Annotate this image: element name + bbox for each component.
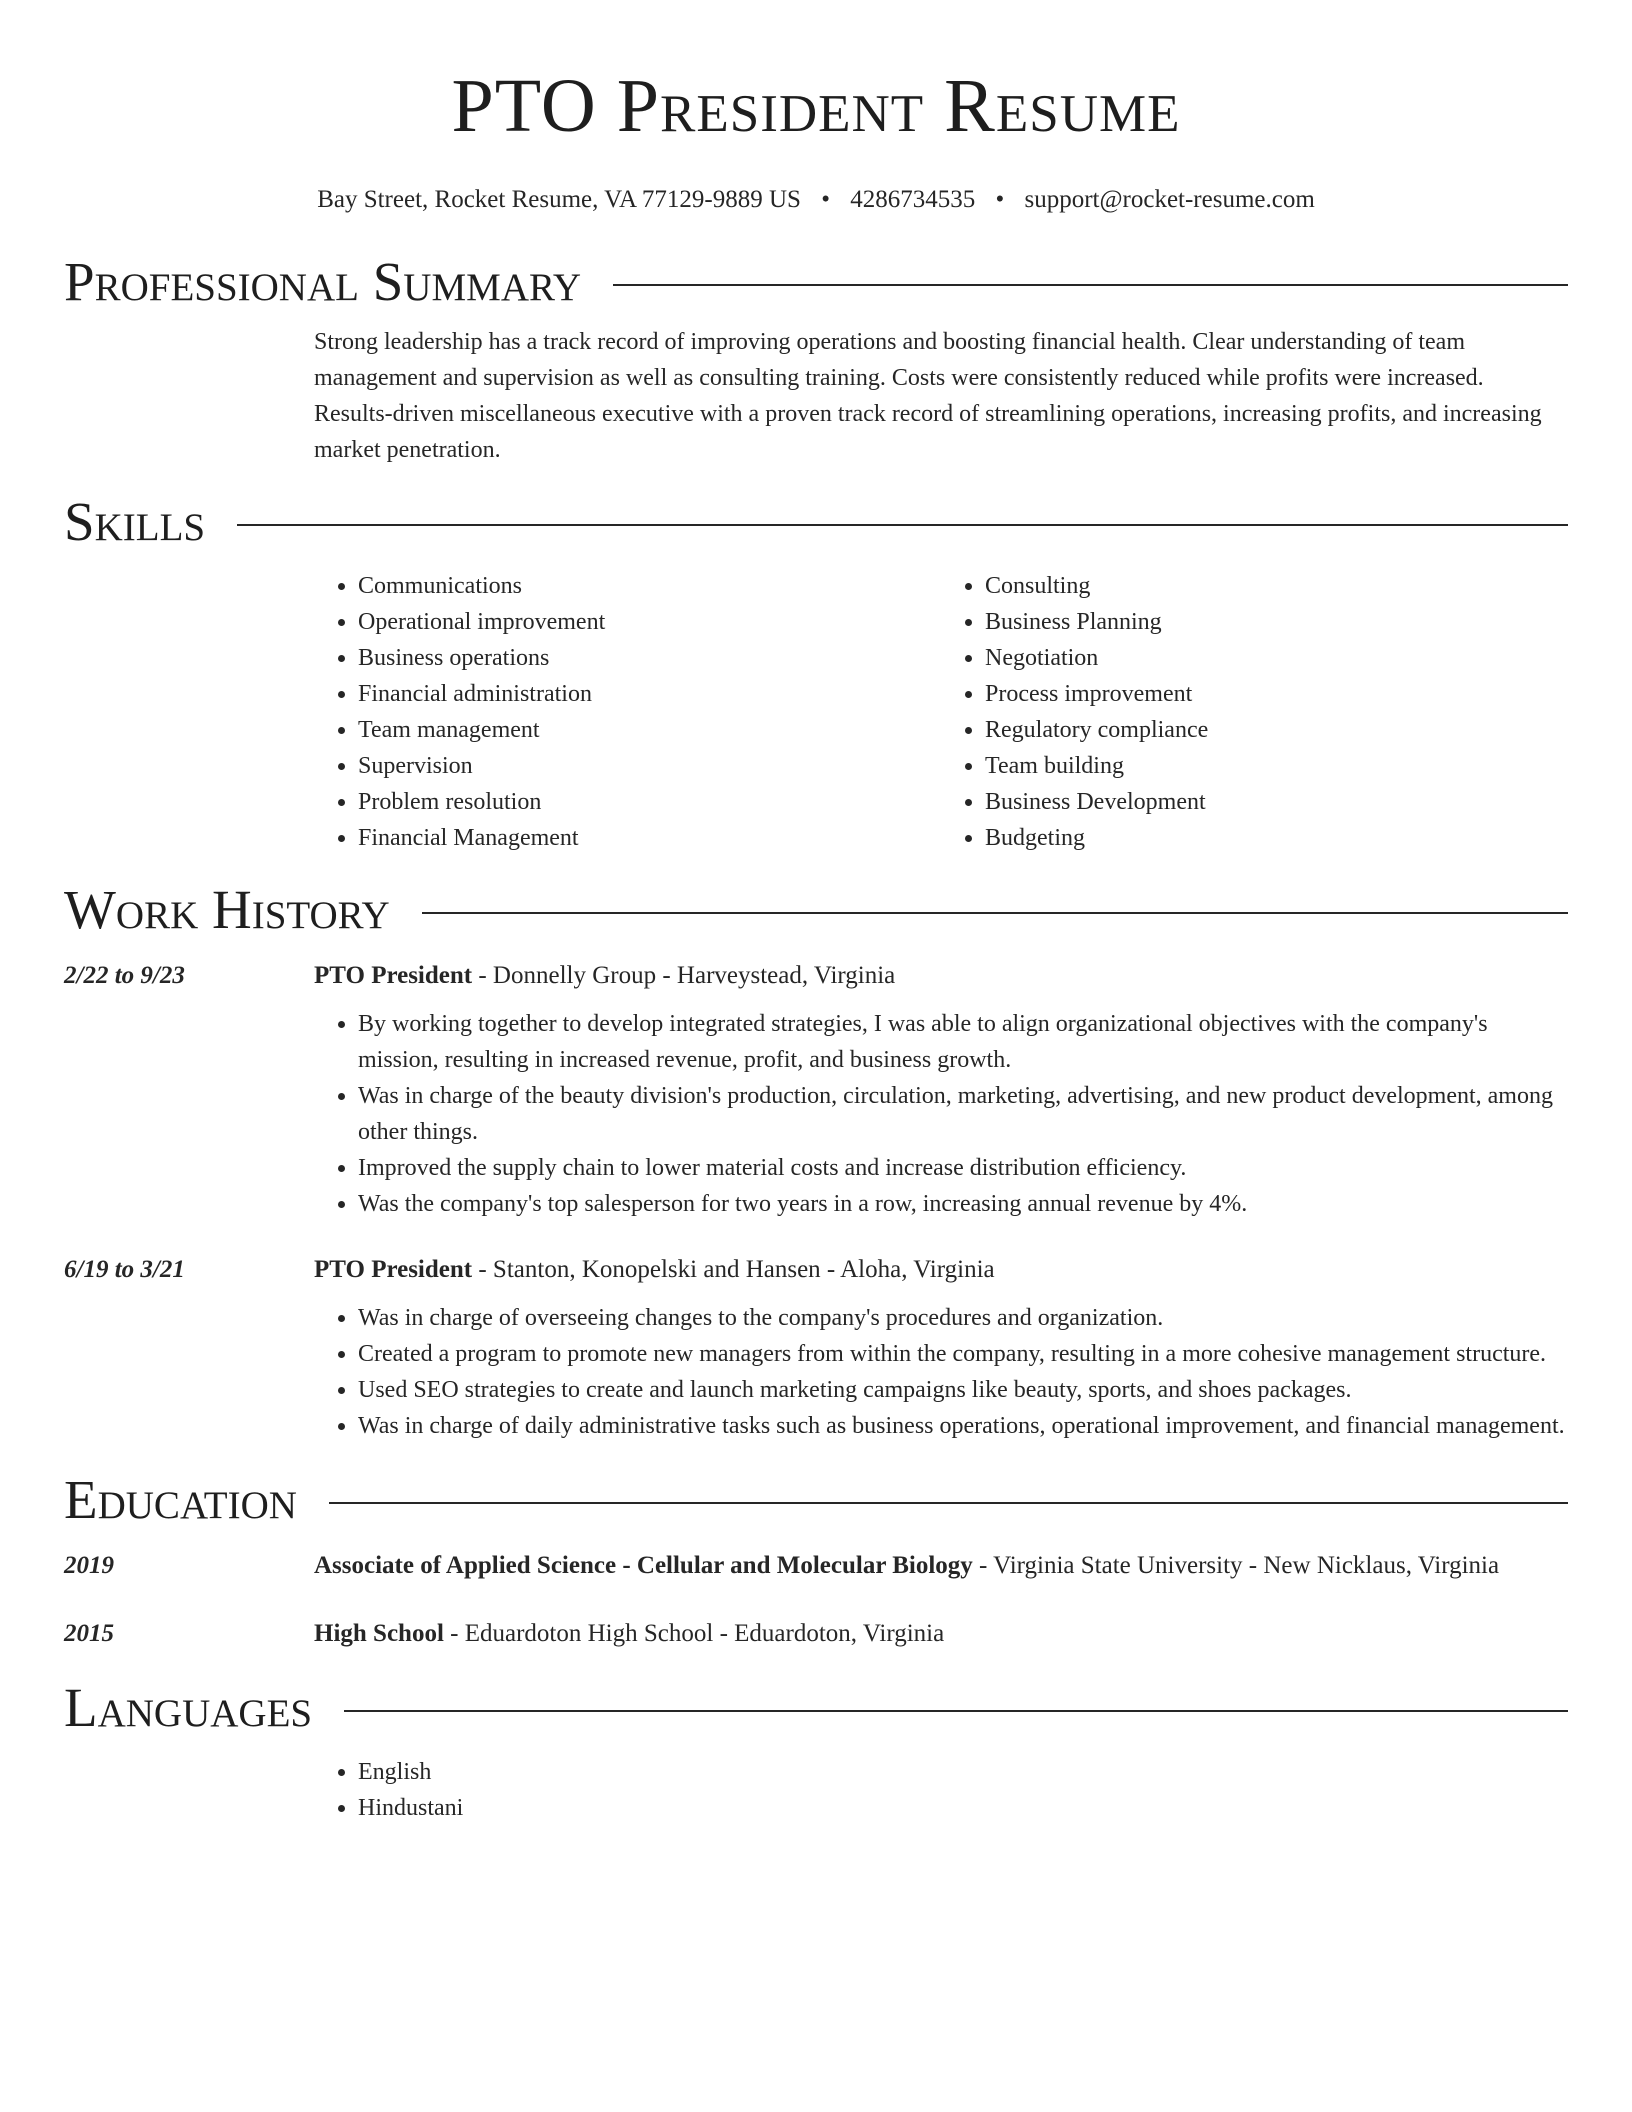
contact-phone: 4286734535 bbox=[850, 186, 976, 213]
resume-title: PTO President Resume bbox=[451, 64, 1181, 148]
skill-item: • Business Development bbox=[985, 784, 1568, 820]
skill-item: • Team building bbox=[985, 748, 1568, 784]
section-title-education: Education bbox=[64, 1469, 297, 1530]
job-bullets bbox=[314, 1300, 1568, 1444]
language-item: • Hindustani bbox=[358, 1790, 1568, 1826]
job-bullet: • Was the company's top salesperson for two years in a row, increasing annual revenue by 4%. bbox=[358, 1186, 1568, 1222]
skill-item: • Team management bbox=[358, 712, 941, 748]
skill-item: • Consulting bbox=[985, 568, 1568, 604]
job-bullet: • By working together to develop integrated strategies, I was able to align organizational objectives with the company's mission, resulting in increased revenue, profit, and business growth. bbox=[358, 1006, 1568, 1078]
job-details bbox=[314, 956, 1568, 1222]
skill-item: • Financial administration bbox=[358, 676, 941, 712]
job-employer: - Donnelly Group - Harveystead, Virginia bbox=[472, 962, 896, 989]
section-header bbox=[64, 1468, 1568, 1532]
job-heading bbox=[314, 956, 1568, 996]
section-header bbox=[64, 250, 1568, 314]
job-bullet: • Was in charge of overseeing changes to the company's procedures and organization. bbox=[358, 1300, 1568, 1336]
skill-item: • Process improvement bbox=[985, 676, 1568, 712]
skill-item: • Operational improvement bbox=[358, 604, 941, 640]
job-employer: - Stanton, Konopelski and Hansen - Aloha, Virginia bbox=[472, 1256, 995, 1283]
skill-item: • Problem resolution bbox=[358, 784, 941, 820]
section-header bbox=[64, 878, 1568, 942]
summary-text: Strong leadership has a track record of improving operations and boosting financial health. Clear understanding of team management and supervision as well as consulting training. Costs were consistently reduced while profits were increased. Results-driven miscellaneous executive with a proven track record of streamlining operations, increasing profits, and increasing market penetration. bbox=[314, 329, 1542, 463]
education-school: - Virginia State University - New Nicklaus, Virginia bbox=[972, 1552, 1500, 1579]
skill-item: • Business Planning bbox=[985, 604, 1568, 640]
section-divider bbox=[329, 1502, 1568, 1504]
job-bullet: • Created a program to promote new managers from within the company, resulting in a more cohesive management structure. bbox=[358, 1336, 1568, 1372]
skill-item: • Regulatory compliance bbox=[985, 712, 1568, 748]
education-details bbox=[314, 1546, 1568, 1586]
education-year: 2019 bbox=[64, 1552, 114, 1579]
languages-list-wrap bbox=[314, 1754, 1568, 1826]
job-bullet: • Was in charge of daily administrative tasks such as business operations, operational improvement, and financial management. bbox=[358, 1408, 1568, 1444]
education-details bbox=[314, 1614, 1568, 1654]
skill-item: • Supervision bbox=[358, 748, 941, 784]
job-title: PTO President bbox=[314, 962, 473, 989]
section-title-work: Work History bbox=[64, 879, 390, 940]
skill-item: • Communications bbox=[358, 568, 941, 604]
job-bullet: • Was in charge of the beauty division's production, circulation, marketing, advertising, and new product development, among other things. bbox=[358, 1078, 1568, 1150]
education-entry bbox=[64, 1546, 1568, 1586]
section-divider bbox=[344, 1710, 1568, 1712]
skill-item: • Financial Management bbox=[358, 820, 941, 856]
language-item: • English bbox=[358, 1754, 1568, 1790]
education-entry bbox=[64, 1614, 1568, 1654]
job-bullet: • Improved the supply chain to lower material costs and increase distribution efficiency. bbox=[358, 1150, 1568, 1186]
skills-list-left bbox=[314, 568, 941, 856]
summary-section bbox=[64, 250, 1568, 468]
skills-section bbox=[64, 490, 1568, 856]
job-title: PTO President bbox=[314, 1256, 473, 1283]
education-degree: Associate of Applied Science - Cellular and Molecular Biology bbox=[314, 1552, 973, 1579]
languages-section bbox=[64, 1676, 1568, 1826]
section-header bbox=[64, 490, 1568, 554]
job-entry bbox=[64, 1250, 1568, 1444]
section-title-skills: Skills bbox=[64, 491, 206, 552]
contact-separator: • bbox=[821, 186, 830, 213]
job-entry bbox=[64, 956, 1568, 1222]
section-title-summary: Professional Summary bbox=[64, 251, 582, 312]
section-divider bbox=[422, 912, 1568, 914]
job-dates: 6/19 to 3/21 bbox=[64, 1256, 185, 1283]
contact-line bbox=[64, 184, 1568, 216]
work-history-section bbox=[64, 878, 1568, 1444]
languages-list bbox=[314, 1754, 1568, 1826]
skill-item: • Business operations bbox=[358, 640, 941, 676]
education-degree: High School bbox=[314, 1620, 444, 1647]
job-heading bbox=[314, 1250, 1568, 1290]
job-bullet: • Used SEO strategies to create and launch marketing campaigns like beauty, sports, and shoes packages. bbox=[358, 1372, 1568, 1408]
skill-item: • Negotiation bbox=[985, 640, 1568, 676]
contact-separator: • bbox=[995, 186, 1005, 213]
contact-address: Bay Street, Rocket Resume, VA 77129-9889 US bbox=[317, 186, 801, 213]
education-year: 2015 bbox=[64, 1620, 114, 1647]
skill-item: • Budgeting bbox=[985, 820, 1568, 856]
education-school: - Eduardoton High School - Eduardoton, Virginia bbox=[443, 1620, 945, 1647]
job-details bbox=[314, 1250, 1568, 1444]
section-title-languages: Languages bbox=[64, 1677, 313, 1738]
job-bullets bbox=[314, 1006, 1568, 1222]
section-divider bbox=[613, 284, 1568, 286]
skills-list-right bbox=[941, 568, 1568, 856]
contact-email: support@rocket-resume.com bbox=[1024, 186, 1315, 213]
education-heading bbox=[314, 1614, 1568, 1654]
education-section bbox=[64, 1468, 1568, 1654]
job-dates: 2/22 to 9/23 bbox=[64, 962, 185, 989]
section-divider bbox=[237, 524, 1568, 526]
education-heading bbox=[314, 1546, 1568, 1586]
section-header bbox=[64, 1676, 1568, 1740]
skills-columns bbox=[314, 568, 1568, 856]
